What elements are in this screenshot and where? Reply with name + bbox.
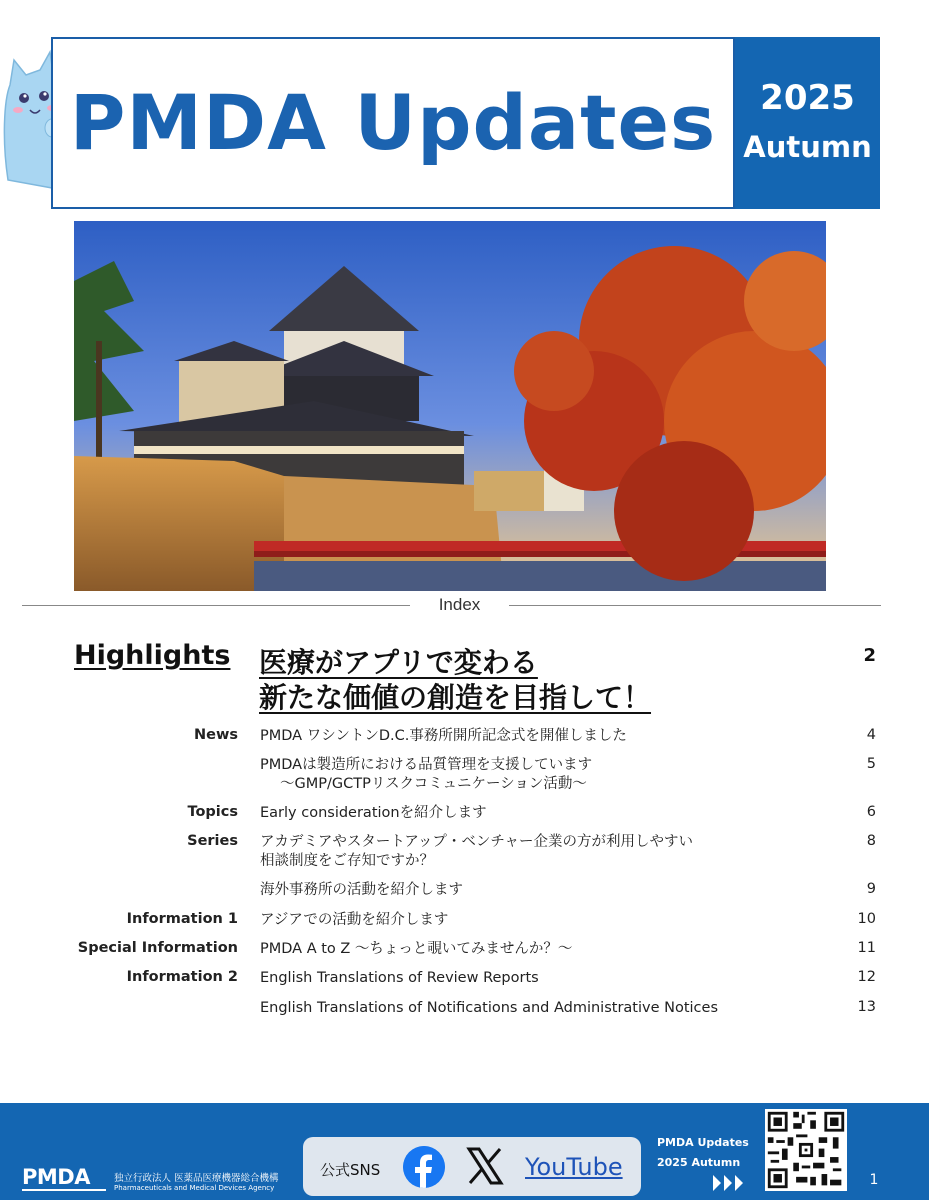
chevron-right-icon <box>713 1175 749 1191</box>
cover-photo <box>74 221 826 591</box>
masthead-title: PMDA Updates <box>69 78 717 167</box>
toc-subtitle: ～GMP/GCTPリスクコミュニケーション活動～ <box>280 776 587 792</box>
toc-title: アカデミアやスタートアップ・ベンチャー企業の方が利用しやすい 相談制度をご存知ですか？ <box>260 834 693 869</box>
divider-right <box>509 605 881 606</box>
toc-page: 5 <box>866 756 876 772</box>
toc-page: 8 <box>866 833 876 849</box>
toc-page: 9 <box>866 881 876 897</box>
edition-box <box>735 37 880 209</box>
toc-page: 10 <box>857 911 876 927</box>
toc-page: 12 <box>857 969 876 985</box>
highlights-label: Highlights <box>74 640 231 671</box>
toc-title: English Translations of Review Reports <box>260 970 539 986</box>
publication-name: PMDA Updates <box>657 1136 749 1149</box>
toc-title: PMDA ワシントンD.C.事務所開所記念式を開催しました <box>260 728 627 744</box>
pmda-logo: PMDA <box>22 1165 90 1189</box>
toc-category: Topics <box>187 804 238 820</box>
toc-title: アジアでの活動を紹介します <box>260 912 449 928</box>
toc-title: PMDA A to Z ～ちょっと覗いてみませんか？～ <box>260 941 573 957</box>
toc-category: Information 1 <box>126 911 238 927</box>
toc-page: 11 <box>857 940 876 956</box>
toc-category: News <box>194 727 238 743</box>
qr-code-icon[interactable] <box>765 1109 847 1191</box>
youtube-link[interactable]: YouTube <box>525 1153 623 1181</box>
toc-category: Series <box>187 833 238 849</box>
index-label: Index <box>438 595 481 614</box>
toc-title: Early considerationを紹介します <box>260 805 487 821</box>
toc-title: 海外事務所の活動を紹介します <box>260 882 463 898</box>
highlights-title-line2[interactable]: 新たな価値の創造を目指して！ <box>259 681 652 714</box>
edition-season: Autumn <box>743 130 872 164</box>
divider-left <box>22 605 410 606</box>
org-name-jp: 独立行政法人 医薬品医療機器総合機構 <box>114 1173 279 1184</box>
org-name-en: Pharmaceuticals and Medical Devices Agency <box>114 1184 275 1192</box>
logo-underline <box>22 1189 106 1191</box>
toc-page: 6 <box>866 804 876 820</box>
sns-label: 公式SNS <box>320 1161 381 1179</box>
toc-page: 4 <box>866 727 876 743</box>
page-number: 1 <box>869 1172 879 1188</box>
toc-page: 13 <box>857 999 876 1015</box>
toc-category: Special Information <box>77 940 238 956</box>
x-icon[interactable] <box>465 1146 505 1186</box>
toc-subtitle: 相談制度をご存知ですか？ <box>260 853 434 869</box>
toc-category: Information 2 <box>126 969 238 985</box>
toc-title: English Translations of Notifications and Administrative Notices <box>260 1000 719 1016</box>
edition-year: 2025 <box>760 78 855 118</box>
publication-edition: 2025 Autumn <box>657 1156 741 1169</box>
highlights-page: 2 <box>863 645 876 666</box>
masthead-title-box <box>51 37 735 209</box>
toc-title: PMDAは製造所における品質管理を支援しています ～GMP/GCTPリスクコミュニケーション活動～ <box>260 757 593 792</box>
facebook-icon[interactable] <box>403 1146 445 1188</box>
highlights-title-line1[interactable]: 医療がアプリで変わる <box>259 646 538 679</box>
